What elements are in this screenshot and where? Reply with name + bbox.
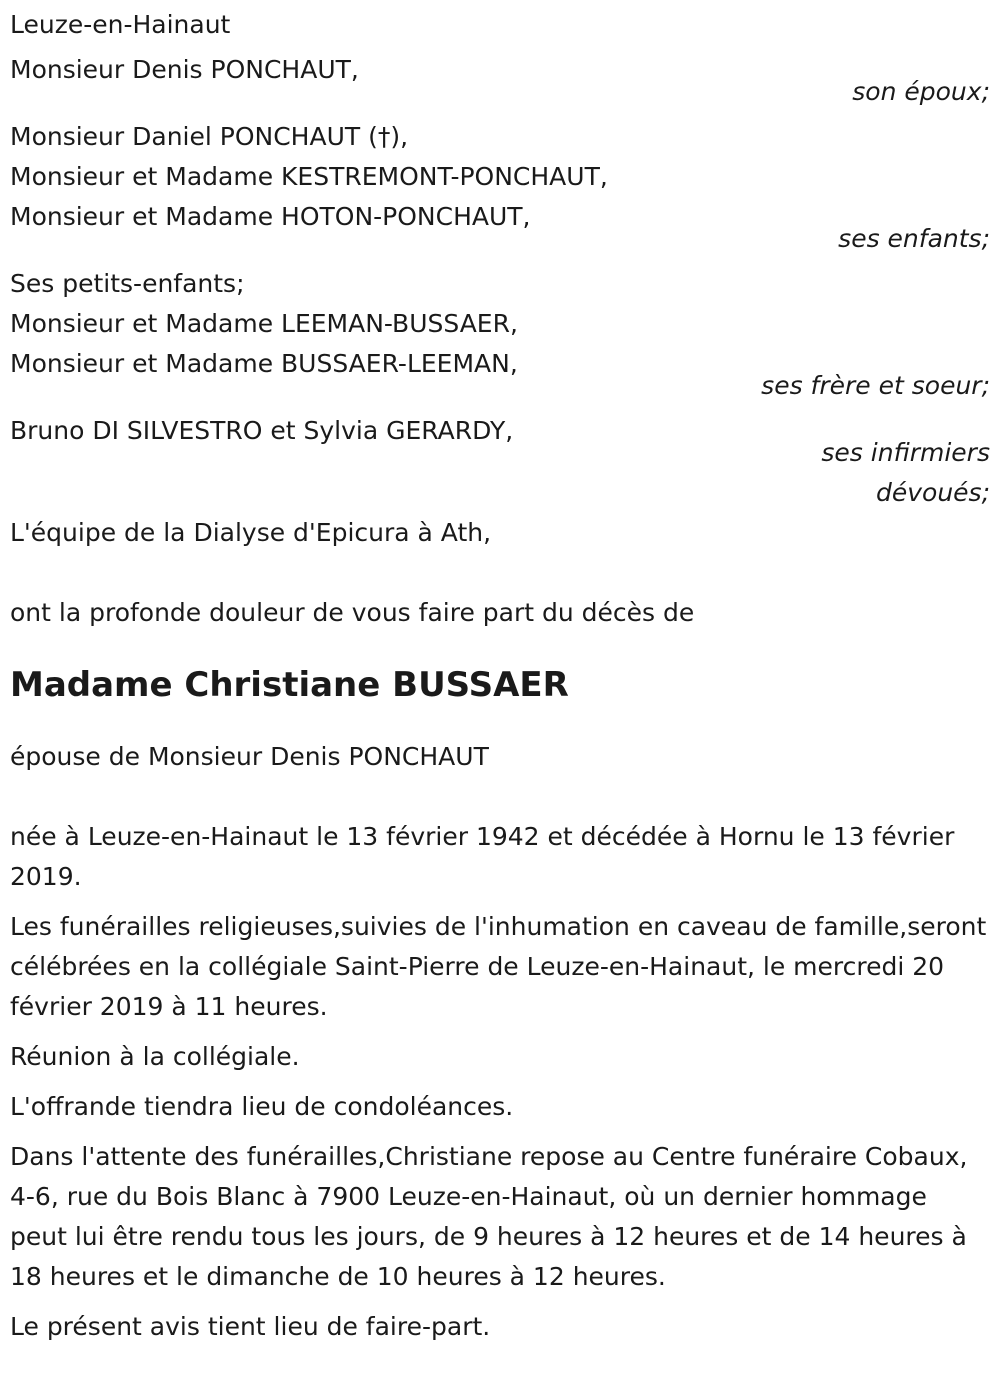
child-name: Monsieur Daniel PONCHAUT (†), <box>10 122 409 151</box>
children-group <box>10 117 990 259</box>
siblings-group <box>10 264 990 406</box>
sibling-name: Monsieur et Madame LEEMAN-BUSSAER, <box>10 309 518 338</box>
offering-info: L'offrande tiendra lieu de condoléances. <box>10 1092 514 1121</box>
children-relation: ses enfants; <box>838 224 990 253</box>
visitation-info: Dans l'attente des funérailles,Christiane repose au Centre funéraire Cobaux, 4-6, rue du Bois Blanc à 7900 Leuze-en-Hainaut, où un dernier hommage peut lui être rendu tous les jours, de 9 heures à 12 heures et de 14 heures à 18 heures et le dimanche de 10 heures à 12 heures. <box>10 1142 968 1291</box>
nurses-relation-line: dévoués; <box>875 478 990 507</box>
team-line: L'équipe de la Dialyse d'Epicura à Ath, <box>10 518 492 547</box>
child-name: Monsieur et Madame HOTON-PONCHAUT, <box>10 202 531 231</box>
siblings-relation: ses frère et soeur; <box>761 371 990 400</box>
meeting-info: Réunion à la collégiale. <box>10 1042 300 1071</box>
spouse-relation: son époux; <box>852 77 990 106</box>
sibling-name: Monsieur et Madame BUSSAER-LEEMAN, <box>10 349 518 378</box>
obituary-notice <box>10 5 990 1347</box>
notice-line: Le présent avis tient lieu de faire-part. <box>10 1312 491 1341</box>
spouse-name: Monsieur Denis PONCHAUT, <box>10 55 359 84</box>
spouse-group <box>10 50 990 112</box>
spouse-of: épouse de Monsieur Denis PONCHAUT <box>10 742 489 771</box>
announcement: ont la profonde douleur de vous faire part du décès de <box>10 598 695 627</box>
nurses-relation-line: ses infirmiers <box>821 438 990 467</box>
nurses-group <box>10 411 990 513</box>
deceased-name: Madame Christiane BUSSAER <box>10 665 569 705</box>
child-name: Monsieur et Madame KESTREMONT-PONCHAUT, <box>10 162 608 191</box>
location: Leuze-en-Hainaut <box>10 10 231 39</box>
nurses-names: Bruno DI SILVESTRO et Sylvia GERARDY, <box>10 416 514 445</box>
birth-death: née à Leuze-en-Hainaut le 13 février 1942 et décédée à Hornu le 13 février 2019. <box>10 822 955 891</box>
grandchildren-line: Ses petits-enfants; <box>10 269 245 298</box>
funeral-details: Les funérailles religieuses,suivies de l'inhumation en caveau de famille,seront célébrées en la collégiale Saint-Pierre de Leuze-en-Hainaut, le mercredi 20 février 2019 à 11 heures. <box>10 912 987 1021</box>
